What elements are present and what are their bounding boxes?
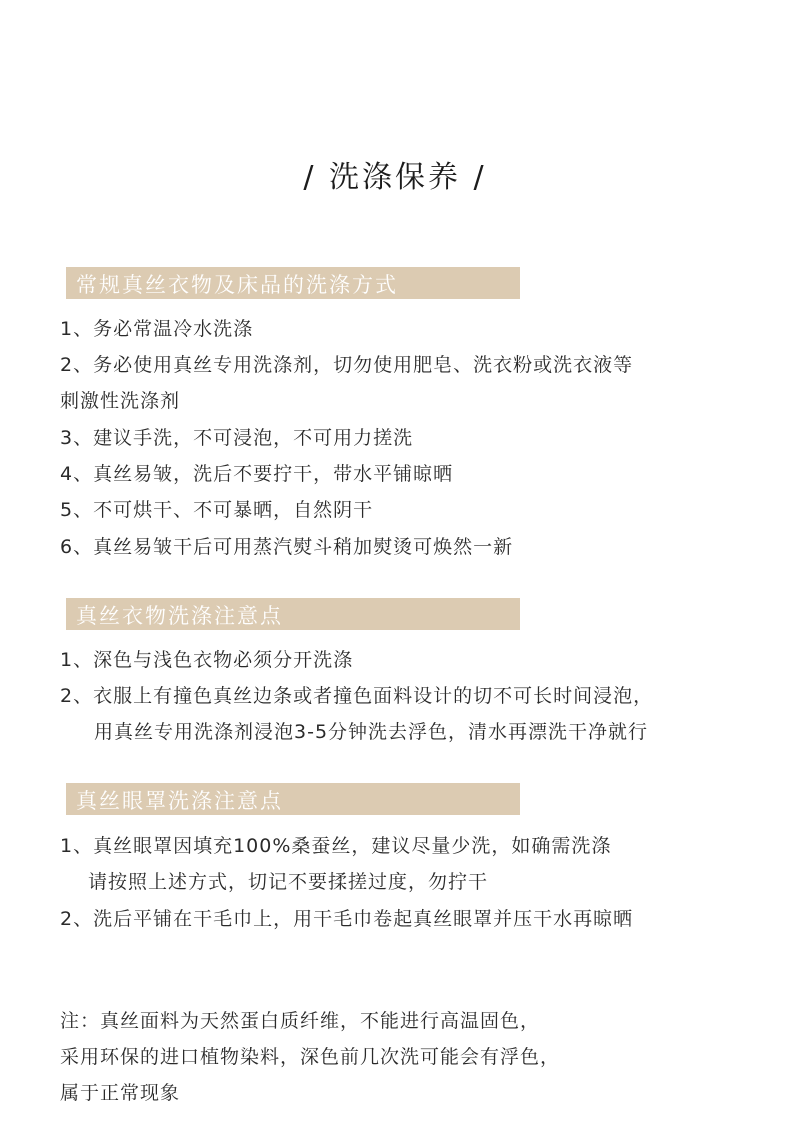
- section-heading: 真丝衣物洗涤注意点: [76, 604, 283, 628]
- list-item: 1、真丝眼罩因填充100%桑蚕丝，建议尽量少洗，如确需洗涤: [60, 835, 612, 857]
- list-item: 2、务必使用真丝专用洗涤剂，切勿使用肥皂、洗衣粉或洗衣液等: [60, 354, 634, 376]
- list-item: 2、衣服上有撞色真丝边条或者撞色面料设计的切不可长时间浸泡，: [60, 685, 654, 707]
- section-header-regular-washing: [66, 267, 520, 299]
- list-item: 6、真丝易皱干后可用蒸汽熨斗稍加熨烫可焕然一新: [60, 536, 514, 558]
- list-item: 4、真丝易皱，洗后不要拧干，带水平铺晾晒: [60, 463, 454, 485]
- section-heading: 常规真丝衣物及床品的洗涤方式: [76, 273, 398, 297]
- note-line: 属于正常现象: [60, 1082, 181, 1104]
- section-header-garment-notes: [66, 598, 520, 630]
- list-item: 3、建议手洗，不可浸泡，不可用力搓洗: [60, 427, 414, 449]
- note-line: 采用环保的进口植物染料，深色前几次洗可能会有浮色，: [60, 1046, 561, 1068]
- section-heading: 真丝眼罩洗涤注意点: [76, 789, 283, 813]
- list-item: 刺激性洗涤剂: [60, 390, 181, 412]
- list-item: 1、务必常温冷水洗涤: [60, 318, 254, 340]
- list-item: 5、不可烘干、不可暴晒，自然阴干: [60, 499, 374, 521]
- list-item: 2、洗后平铺在干毛巾上，用干毛巾卷起真丝眼罩并压干水再晾晒: [60, 908, 634, 930]
- page-title: / 洗涤保养 /: [303, 160, 487, 195]
- section-header-eye-mask-notes: [66, 783, 520, 815]
- list-item: 1、深色与浅色衣物必须分开洗涤: [60, 649, 354, 671]
- list-item: 用真丝专用洗涤剂浸泡3-5分钟洗去浮色，清水再漂洗干净就行: [94, 721, 649, 743]
- list-item: 请按照上述方式，切记不要揉搓过度，勿拧干: [88, 871, 489, 893]
- note-line: 注：真丝面料为天然蛋白质纤维，不能进行高温固色，: [60, 1010, 541, 1032]
